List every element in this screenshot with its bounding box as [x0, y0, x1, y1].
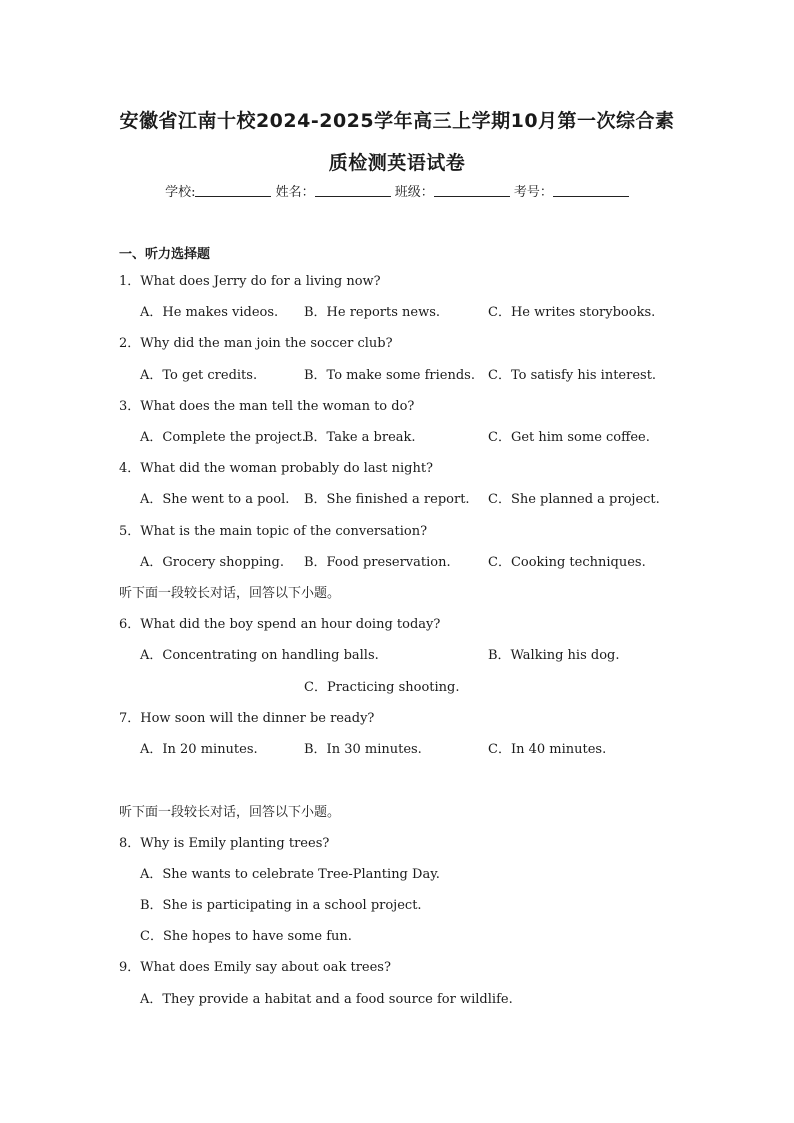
exam-number-label: 考号：	[513, 185, 553, 200]
long-dialog-instruction: 听下面一段较长对话，回答以下小题。	[119, 586, 341, 601]
option-a: A．She wants to celebrate Tree-Planting Day.	[140, 867, 440, 882]
option-a: A．They provide a habitat and a food source for wildlife.	[140, 992, 513, 1007]
option-c: C．To satisfy his interest.	[488, 368, 657, 383]
options-4	[140, 488, 660, 506]
option-c: C．She hopes to have some fun.	[140, 929, 352, 944]
option-b: B．To make some friends.	[304, 368, 475, 383]
question-2: 2．Why did the man join the soccer club?	[119, 336, 393, 351]
question-9: 9．What does Emily say about oak trees?	[119, 960, 391, 975]
exam-number-blank[interactable]	[553, 183, 629, 197]
option-a: A．In 20 minutes.	[140, 742, 258, 757]
option-b: B．He reports news.	[304, 305, 441, 320]
school-blank[interactable]	[195, 183, 271, 197]
option-c: C．Get him some coffee.	[488, 430, 650, 445]
option-b: B．Take a break.	[304, 430, 416, 445]
option-b: B．She finished a report.	[304, 492, 470, 507]
options-2	[140, 364, 660, 382]
question-3: 3．What does the man tell the woman to do?	[119, 399, 415, 414]
option-a: A．To get credits.	[140, 368, 258, 383]
option-b: B．In 30 minutes.	[304, 742, 422, 757]
student-info-fields	[0, 181, 794, 200]
option-b: B．She is participating in a school project.	[140, 898, 422, 913]
option-c: C．He writes storybooks.	[488, 305, 656, 320]
option-b: B．Walking his dog.	[488, 648, 620, 663]
long-dialog-instruction: 听下面一段较长对话，回答以下小题。	[119, 805, 341, 820]
options-6	[140, 644, 660, 662]
question-1: 1．What does Jerry do for a living now?	[119, 274, 381, 289]
options-6-continued	[140, 676, 660, 694]
option-c: C．Practicing shooting.	[304, 680, 460, 695]
option-a: A．Complete the project.	[140, 430, 306, 445]
name-label: 姓名：	[275, 185, 315, 200]
page-title-continued: 质检测英语试卷	[328, 152, 466, 174]
question-7: 7．How soon will the dinner be ready?	[119, 711, 375, 726]
question-6: 6．What did the boy spend an hour doing today?	[119, 617, 441, 632]
option-c: C．She planned a project.	[488, 492, 660, 507]
option-a: A．She went to a pool.	[140, 492, 290, 507]
name-blank[interactable]	[315, 183, 391, 197]
school-label: 学校:	[165, 185, 196, 200]
option-c: C．In 40 minutes.	[488, 742, 607, 757]
question-5: 5．What is the main topic of the conversation?	[119, 524, 428, 539]
option-a: A．He makes videos.	[140, 305, 279, 320]
options-1	[140, 301, 660, 319]
page-title: 安徽省江南十校2024-2025学年高三上学期10月第一次综合素	[119, 110, 675, 132]
section-title: 一、听力选择题	[119, 247, 211, 262]
question-8: 8．Why is Emily planting trees?	[119, 836, 330, 851]
option-c: C．Cooking techniques.	[488, 555, 646, 570]
question-4: 4．What did the woman probably do last night?	[119, 461, 434, 476]
option-b: B．Food preservation.	[304, 555, 451, 570]
options-3	[140, 426, 660, 444]
class-blank[interactable]	[434, 183, 510, 197]
option-a: A．Concentrating on handling balls.	[140, 648, 379, 663]
option-a: A．Grocery shopping.	[140, 555, 284, 570]
options-7	[140, 738, 660, 756]
class-label: 班级：	[394, 185, 434, 200]
options-5	[140, 551, 660, 569]
